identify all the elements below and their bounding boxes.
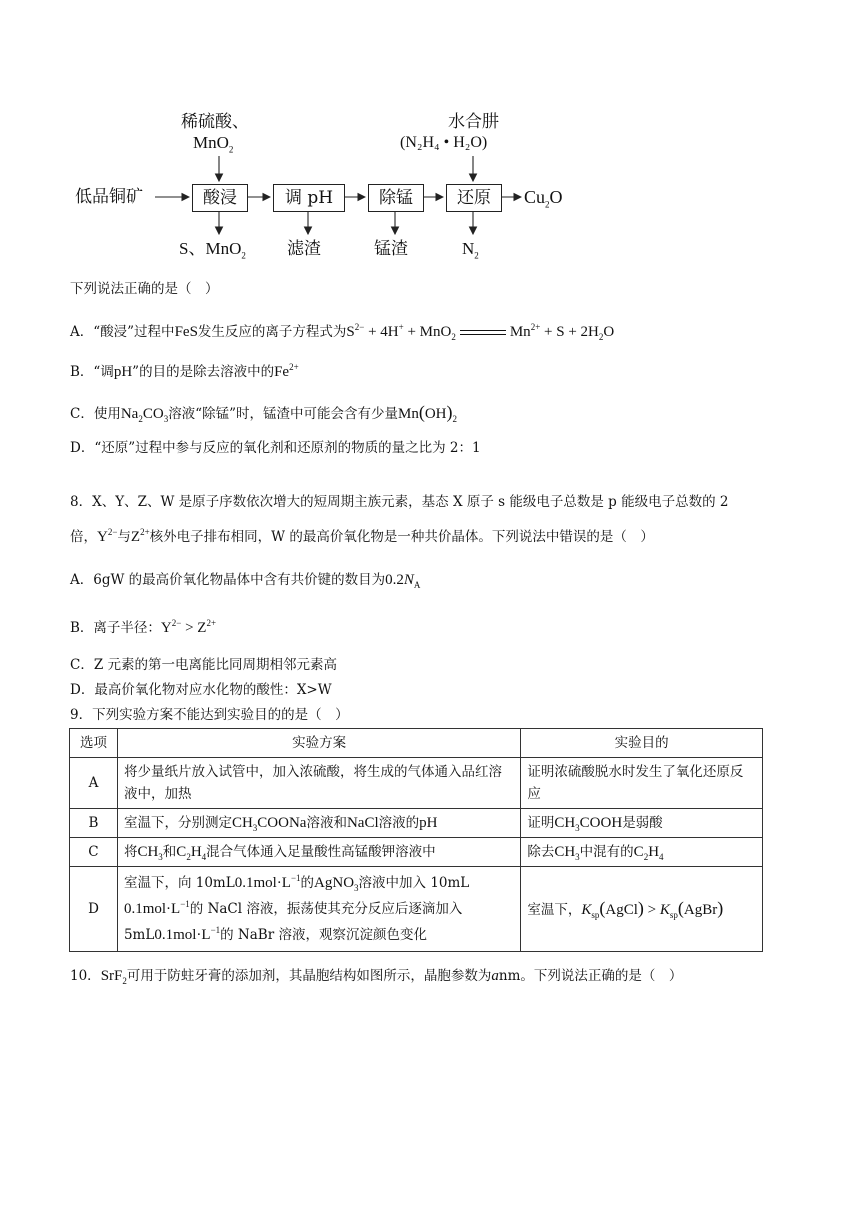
step-acid-leach: 酸浸 <box>192 184 248 212</box>
step-reduce: 还原 <box>446 184 502 212</box>
product-label: $Cu_2O$ <box>524 187 563 210</box>
plan-cell: 将$CH_3$和$C_2H_4$混合气体通入足量酸性高锰酸钾溶液中 <box>117 838 520 867</box>
q7-option-c: C．使用$Na_2CO_3$溶液“除锰”时，锰渣中可能会含有少量$Mn(OH)_2$ <box>70 402 458 424</box>
experiment-table <box>69 728 763 952</box>
reagent-label-acid: 稀硫酸、 <box>181 112 249 132</box>
q9-stem: 9．下列实验方案不能达到实验目的的是（ ） <box>70 707 349 723</box>
plan-cell: 将少量纸片放入试管中，加入浓硫酸，将生成的气体通入品红溶液中，加热 <box>117 758 520 809</box>
goal-cell: 室温下，$K_{sp}(AgCl)$ > $K_{sp}(AgBr)$ <box>521 867 763 952</box>
q8-option-c: C．Z 元素的第一电离能比同周期相邻元素高 <box>70 657 338 673</box>
goal-cell: 除去$CH_3$中混有的$C_2H_4$ <box>521 838 763 867</box>
table-header-row <box>70 729 763 758</box>
plan-cell: 室温下，分别测定$CH_3COONa$溶液和NaCl溶液的pH <box>117 809 520 838</box>
goal-cell: 证明$CH_3COOH$是弱酸 <box>521 809 763 838</box>
byproduct-n2: $N_2$ <box>462 239 479 261</box>
table-row: B 室温下，分别测定$CH_3COONa$溶液和NaCl溶液的pH 证明$CH_3COOH$是弱酸 <box>70 809 763 838</box>
header-plan: 实验方案 <box>117 729 520 758</box>
q7-option-b: B．“调pH”的目的是除去溶液中的$Fe^{2+}$ <box>70 362 299 380</box>
flow-arrows <box>0 0 860 300</box>
q7-stem: 下列说法正确的是（ ） <box>70 281 219 297</box>
q7-option-d: D．“还原”过程中参与反应的氧化剂和还原剂的物质的量之比为 2：1 <box>70 440 481 456</box>
q10-stem: 10．SrF$_2$可用于防蛀牙膏的添加剂，其晶胞结构如图所示，晶胞参数为anm。下列说法正确的是（ ） <box>70 968 683 986</box>
reagent-label-hydrazine: 水合肼 <box>448 112 499 132</box>
step-remove-mn: 除锰 <box>368 184 424 212</box>
raw-material-label: 低品铜矿 <box>75 187 143 207</box>
reagent-label-hydrazine-formula: (N₂H₄ • H₂O) <box>400 134 488 151</box>
q8-stem-line1: 8．X、Y、Z、W 是原子序数依次增大的短周期主族元素，基态 X 原子 s 能级电子总数是 p 能级电子总数的 2 <box>70 494 729 510</box>
header-goal: 实验目的 <box>521 729 763 758</box>
header-option: 选项 <box>70 729 118 758</box>
q8-option-b: B．离子半径：$Y^{2-} > Z^{2+}$ <box>70 618 217 636</box>
byproduct-s-mno2: S、MnO$_2$ <box>179 239 246 261</box>
q8-stem-line2: 倍，$Y^{2-}$与$Z^{2+}$核外电子排布相同，W 的最高价氧化物是一种共价晶体。下列说法中错误的是（ ） <box>70 527 654 545</box>
step-adjust-ph: 调 pH <box>273 184 345 212</box>
q8-option-d: D．最高价氧化物对应水化物的酸性：X>W <box>70 682 332 698</box>
table-row: A 将少量纸片放入试管中，加入浓硫酸，将生成的气体通入品红溶液中，加热 证明浓硫酸脱水时发生了氧化还原反应 <box>70 758 763 809</box>
q8-option-a: A．6gW 的最高价氧化物晶体中含有共价键的数目为$0.2N_A$ <box>70 572 421 590</box>
byproduct-mn-residue: 锰渣 <box>374 239 408 259</box>
goal-cell: 证明浓硫酸脱水时发生了氧化还原反应 <box>521 758 763 809</box>
q7-option-a: A．“酸浸”过程中FeS发生反应的离子方程式为$S^{2-} + 4H^+ + MnO_2$ $Mn^{2+} + S + 2H_2O$ <box>70 322 615 342</box>
byproduct-residue: 滤渣 <box>287 239 321 259</box>
reagent-label-mno2: MnO$_2$ <box>193 133 234 155</box>
table-row: C 将$CH_3$和$C_2H_4$混合气体通入足量酸性高锰酸钾溶液中 除去$CH_3$中混有的$C_2H_4$ <box>70 838 763 867</box>
plan-cell: 室温下，向 $10mL0.1mol\cdot L^{-1}$的AgNO$_3$溶液中加入 10mL $0.1mol\cdot L^{-1}$的 NaCl 溶液，振荡使其充分反应后逐滴加入 $5mL0.1mol\cdot L^{-1}$的 NaBr 溶液，观察沉淀颜色变化 <box>117 867 520 952</box>
table-row: D 室温下，向 $10mL0.1mol\cdot L^{-1}$的AgNO$_3$溶液中加入 10mL $0.1mol\cdot L^{-1}$的 NaCl 溶液，振荡使其充分反应后逐滴加入 $5mL0.1mol\cdot L^{-1}$的 NaBr 溶液，观察沉淀颜色变化 室温下，$K_{sp}(AgCl)$ > $K_{sp}(AgBr)$ <box>70 867 763 952</box>
